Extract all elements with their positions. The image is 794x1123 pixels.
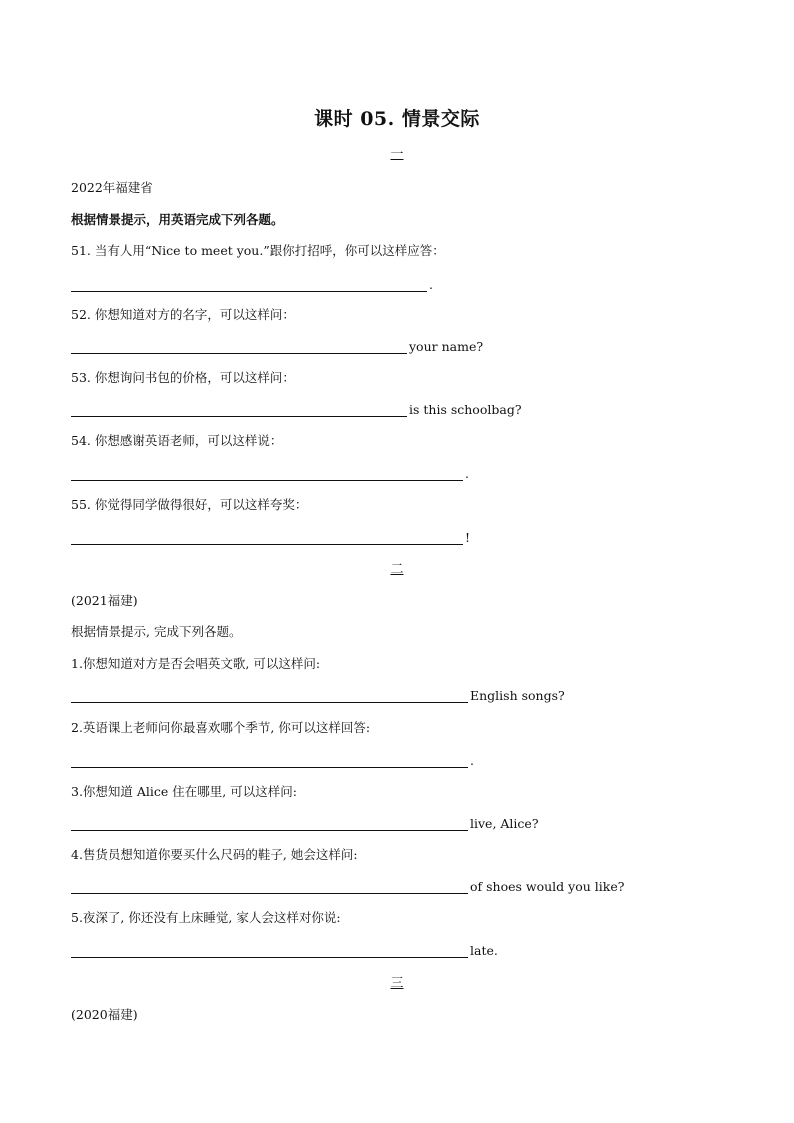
answer-row	[71, 749, 474, 767]
question-prompt: 2.英语课上老师问你最喜欢哪个季节, 你可以这样回答:	[71, 720, 371, 735]
question-prompt: 53. 你想询问书包的价格，可以这样问：	[71, 370, 295, 385]
answer-row	[71, 684, 565, 702]
answer-suffix: .	[470, 753, 474, 768]
answer-row	[71, 812, 539, 830]
answer-blank[interactable]	[71, 753, 468, 768]
answer-suffix: .	[465, 466, 469, 481]
answer-blank[interactable]	[71, 879, 468, 894]
answer-suffix: is this schoolbag?	[409, 402, 522, 417]
answer-blank[interactable]	[71, 943, 468, 958]
answer-blank[interactable]	[71, 339, 407, 354]
question-prompt: 1.你想知道对方是否会唱英文歌, 可以这样问:	[71, 656, 321, 671]
section-marker: 一	[390, 147, 404, 162]
answer-row	[71, 335, 483, 353]
answer-row	[71, 398, 522, 416]
answer-row	[71, 526, 470, 544]
answer-row	[71, 875, 624, 893]
answer-blank[interactable]	[71, 466, 463, 481]
answer-suffix: of shoes would you like?	[470, 879, 625, 894]
page-title: 课时 05. 情景交际	[314, 108, 480, 130]
answer-blank[interactable]	[71, 402, 407, 417]
question-prompt: 5.夜深了, 你还没有上床睡觉, 家人会这样对你说:	[71, 910, 341, 925]
answer-suffix: .	[429, 277, 433, 292]
answer-suffix: your name?	[409, 339, 484, 354]
question-prompt: 51. 当有人用“Nice to meet you.”跟你打招呼，你可以这样应答：	[71, 243, 445, 258]
answer-row	[71, 462, 469, 480]
answer-suffix: English songs?	[470, 688, 565, 703]
section-source: 2022年福建省	[71, 180, 153, 195]
answer-suffix: late.	[470, 943, 498, 958]
answer-row	[71, 273, 433, 291]
section-instruction: 根据情景提示, 完成下列各题。	[71, 624, 242, 639]
section-marker: 三	[390, 976, 404, 991]
answer-blank[interactable]	[71, 277, 427, 292]
section-source: (2020福建)	[71, 1007, 138, 1022]
question-prompt: 52. 你想知道对方的名字，可以这样问：	[71, 307, 295, 322]
answer-blank[interactable]	[71, 688, 468, 703]
answer-row	[71, 939, 498, 957]
section-instruction: 根据情景提示，用英语完成下列各题。	[71, 212, 284, 227]
answer-suffix: !	[465, 530, 471, 545]
section-source: (2021福建)	[71, 593, 138, 608]
answer-blank[interactable]	[71, 816, 468, 831]
question-prompt: 55. 你觉得同学做得很好，可以这样夸奖：	[71, 497, 308, 512]
answer-blank[interactable]	[71, 530, 463, 545]
question-prompt: 54. 你想感谢英语老师，可以这样说：	[71, 433, 283, 448]
answer-suffix: live, Alice?	[470, 816, 539, 831]
question-prompt: 4.售货员想知道你要买什么尺码的鞋子, 她会这样问:	[71, 847, 358, 862]
question-prompt: 3.你想知道 Alice 住在哪里, 可以这样问:	[71, 784, 297, 799]
section-marker: 二	[390, 562, 404, 577]
